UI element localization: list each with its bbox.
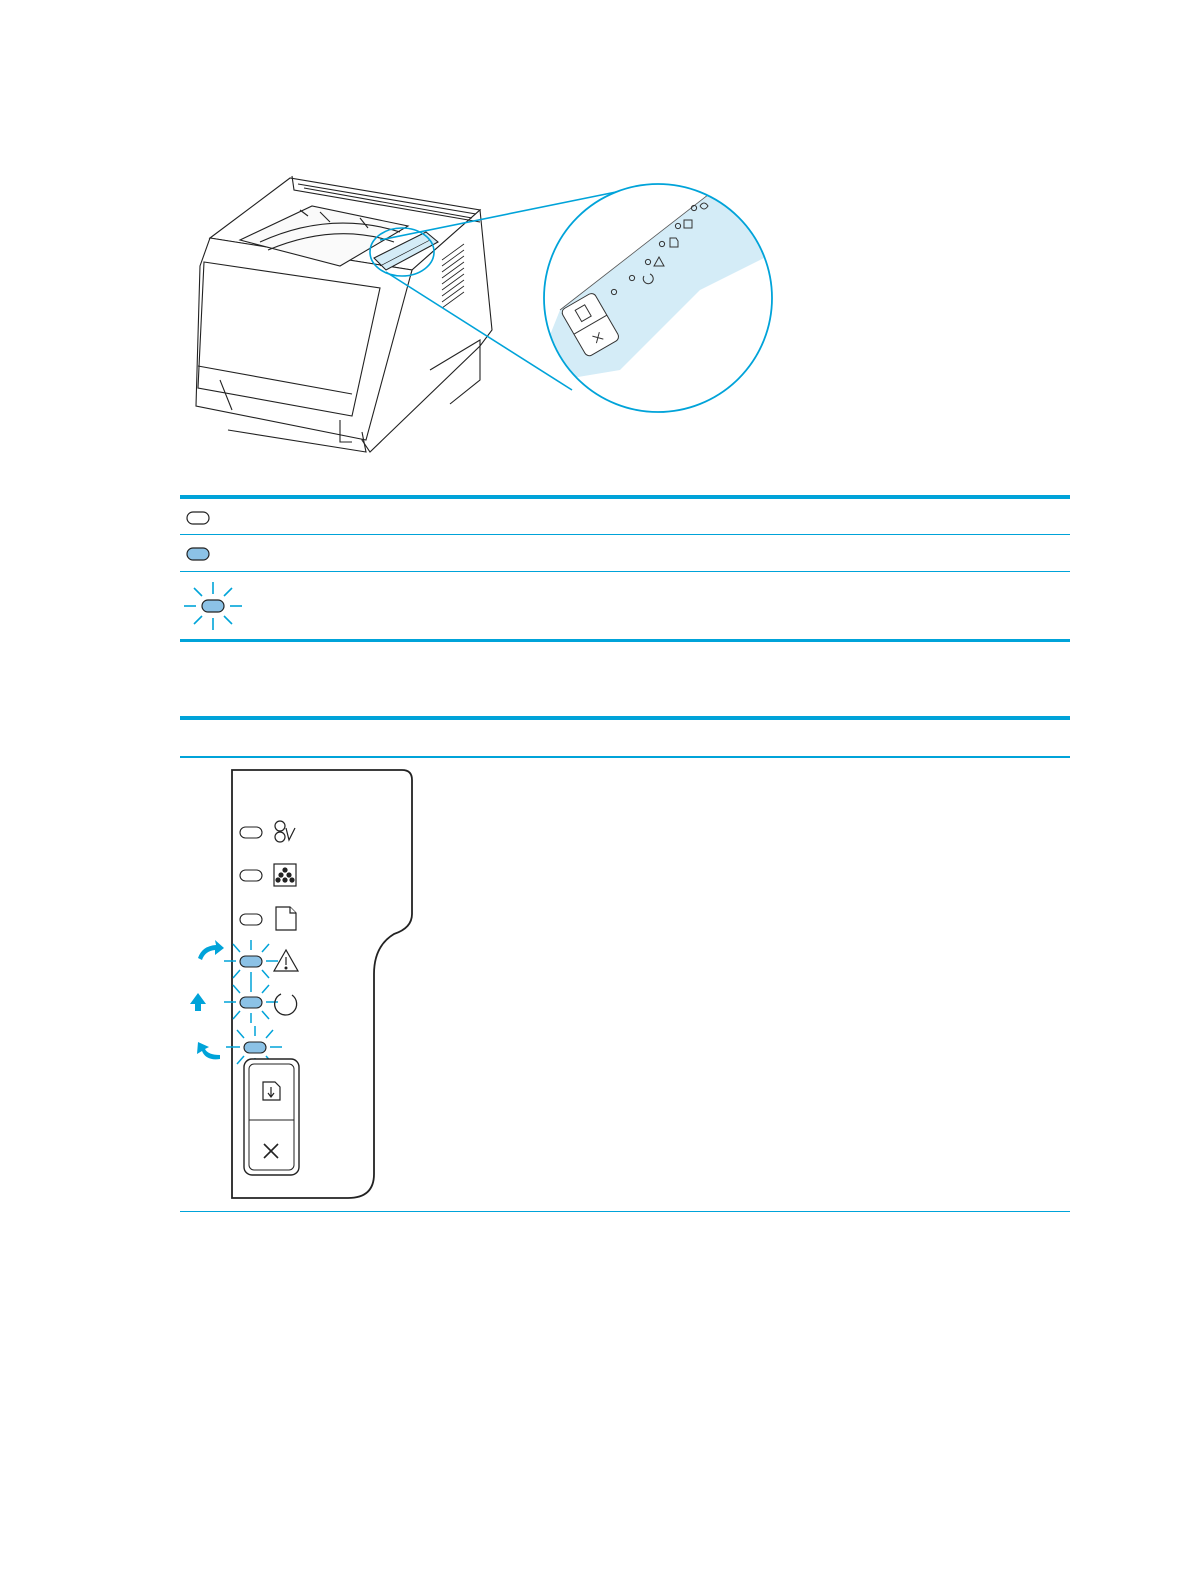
legend-divider xyxy=(180,571,1070,572)
arrow-back-icon xyxy=(197,1042,220,1059)
printer-figure xyxy=(180,170,800,470)
led-blinking-icon xyxy=(182,578,244,634)
led-on-icon xyxy=(184,544,214,564)
legend-top-rule xyxy=(180,495,1070,499)
legend-bottom-rule xyxy=(180,639,1070,642)
pattern-header-rule xyxy=(180,756,1070,758)
control-panel-magnifier-icon xyxy=(540,170,780,412)
printer-icon xyxy=(196,176,492,452)
toner-icon xyxy=(274,864,296,886)
pattern-top-rule xyxy=(180,716,1070,720)
legend-divider xyxy=(180,534,1070,535)
pattern-bottom-rule xyxy=(180,1211,1070,1212)
paper-icon xyxy=(276,907,296,930)
arrow-up-icon xyxy=(190,993,206,1011)
control-panel-pattern xyxy=(180,764,430,1204)
arrow-forward-icon xyxy=(198,940,224,960)
led-off-icon xyxy=(184,508,214,528)
